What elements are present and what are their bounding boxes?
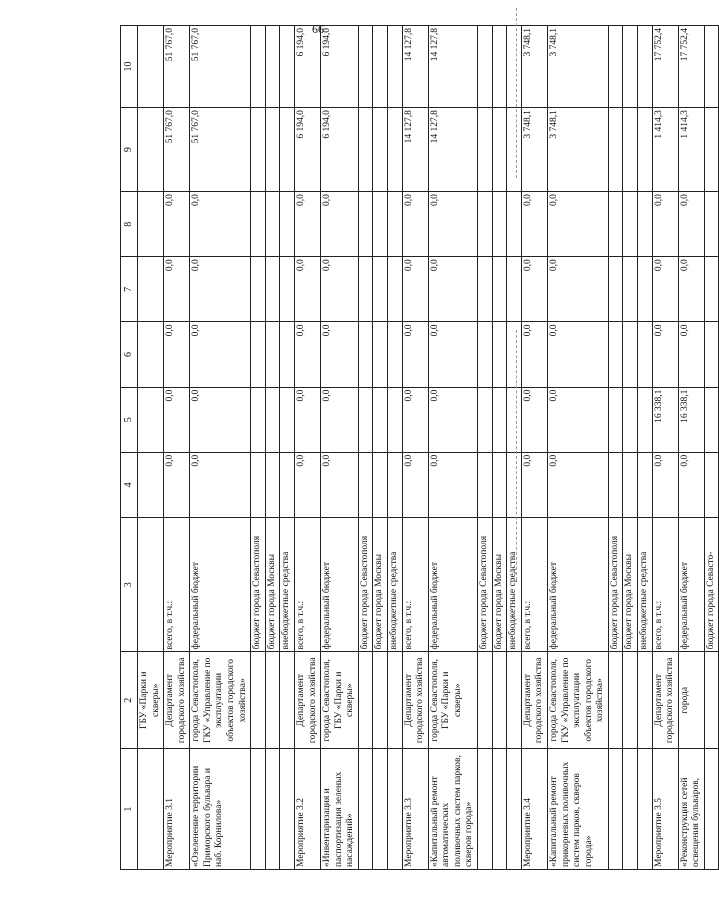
table-cell: 17 752,4 xyxy=(678,26,704,108)
table-cell xyxy=(280,749,295,870)
table-cell xyxy=(138,322,164,387)
table-cell: 0,0 xyxy=(428,387,477,452)
table-cell: Мероприятие 3.4 xyxy=(521,749,547,870)
table-cell xyxy=(623,749,638,870)
table-cell: ГБУ «Парки и скверы» xyxy=(138,652,164,749)
budget-table xyxy=(120,25,719,870)
table-cell: Департамент городского хозяйства xyxy=(652,652,678,749)
table-cell xyxy=(358,322,373,387)
table-cell: Мероприятие 3.3 xyxy=(402,749,428,870)
table-cell: бюджет города Москвы xyxy=(373,517,388,652)
table-cell: 16 338,1 xyxy=(678,387,704,452)
table-cell: 0,0 xyxy=(678,257,704,322)
table-row xyxy=(358,26,373,870)
table-cell xyxy=(478,452,493,517)
table-cell: бюджет города Севастополя xyxy=(358,517,373,652)
table-cell xyxy=(507,192,522,257)
table-cell: 0,0 xyxy=(190,387,251,452)
scan-edge-line xyxy=(516,8,517,178)
table-cell: 0,0 xyxy=(164,257,190,322)
table-row xyxy=(265,26,280,870)
table-cell: «Капитальный ремонт прикорневых поливочных систем парков, скверов города» xyxy=(547,749,608,870)
table-cell xyxy=(373,452,388,517)
table-cell: всего, в т.ч.: xyxy=(164,517,190,652)
table-cell: всего, в т.ч.: xyxy=(294,517,320,652)
table-cell xyxy=(704,652,719,749)
table-cell xyxy=(358,452,373,517)
table-cell: 0,0 xyxy=(428,257,477,322)
table-cell xyxy=(265,257,280,322)
table-cell xyxy=(373,192,388,257)
table-cell xyxy=(608,749,623,870)
table-cell: 0,0 xyxy=(321,322,359,387)
table-cell: «Инвентаризация и паспортизация зеленых насаждений» xyxy=(321,749,359,870)
table-row xyxy=(190,26,251,870)
table-cell: 16 338,1 xyxy=(652,387,678,452)
table-cell xyxy=(637,452,652,517)
table-cell xyxy=(507,652,522,749)
table-cell xyxy=(138,387,164,452)
table-cell: 0,0 xyxy=(547,192,608,257)
table-cell: федеральный бюджет xyxy=(678,517,704,652)
table-cell xyxy=(265,652,280,749)
table-cell: 0,0 xyxy=(321,257,359,322)
table-cell xyxy=(280,652,295,749)
table-cell: 0,0 xyxy=(521,452,547,517)
table-cell xyxy=(387,108,402,192)
table-cell: города xyxy=(678,652,704,749)
column-number-cell: 1 xyxy=(121,749,138,870)
table-cell: федеральный бюджет xyxy=(190,517,251,652)
table-cell: 0,0 xyxy=(521,192,547,257)
table-cell: 0,0 xyxy=(428,192,477,257)
table-cell xyxy=(251,749,266,870)
table-cell xyxy=(387,749,402,870)
table-cell xyxy=(265,192,280,257)
table-row xyxy=(547,26,608,870)
table-cell: 0,0 xyxy=(521,257,547,322)
table-cell: 0,0 xyxy=(294,387,320,452)
table-cell xyxy=(265,387,280,452)
column-number-cell: 6 xyxy=(121,322,138,387)
table-cell xyxy=(251,322,266,387)
table-cell xyxy=(478,387,493,452)
table-cell xyxy=(507,26,522,108)
table-cell xyxy=(704,26,719,108)
table-cell: внебюджетные средства xyxy=(637,517,652,652)
table-row xyxy=(251,26,266,870)
table-cell xyxy=(387,192,402,257)
table-cell: 6 194,0 xyxy=(321,26,359,108)
table-cell: 0,0 xyxy=(294,192,320,257)
table-cell xyxy=(265,108,280,192)
table-cell xyxy=(492,452,507,517)
table-row xyxy=(492,26,507,870)
table-row xyxy=(164,26,190,870)
table-cell xyxy=(373,322,388,387)
table-cell: внебюджетные средства xyxy=(387,517,402,652)
table-cell: 0,0 xyxy=(428,452,477,517)
table-cell xyxy=(280,387,295,452)
table-cell xyxy=(492,322,507,387)
table-cell: «Озеленение территории Приморского бульвара и наб. Корнилова» xyxy=(190,749,251,870)
table-cell xyxy=(265,749,280,870)
table-cell: 0,0 xyxy=(521,387,547,452)
table-cell: 0,0 xyxy=(678,452,704,517)
table-cell xyxy=(704,322,719,387)
table-cell: 0,0 xyxy=(652,322,678,387)
table-cell xyxy=(704,749,719,870)
table-cell xyxy=(507,749,522,870)
table-cell: бюджет города Москвы xyxy=(623,517,638,652)
table-cell: 0,0 xyxy=(294,257,320,322)
table-cell xyxy=(637,192,652,257)
table-cell xyxy=(373,26,388,108)
table-cell xyxy=(704,257,719,322)
table-cell: 0,0 xyxy=(652,192,678,257)
table-cell: 0,0 xyxy=(164,452,190,517)
table-cell xyxy=(507,387,522,452)
table-row xyxy=(678,26,704,870)
table-cell: 0,0 xyxy=(402,452,428,517)
table-cell xyxy=(637,322,652,387)
table-cell: федеральный бюджет xyxy=(547,517,608,652)
table-cell xyxy=(478,749,493,870)
table-cell xyxy=(358,387,373,452)
table-cell xyxy=(492,749,507,870)
table-cell xyxy=(608,192,623,257)
table-cell xyxy=(373,652,388,749)
table-cell: 0,0 xyxy=(190,257,251,322)
table-cell xyxy=(373,108,388,192)
table-cell: 17 752,4 xyxy=(652,26,678,108)
table-cell xyxy=(280,192,295,257)
table-cell xyxy=(637,652,652,749)
table-cell: бюджет города Севастополя xyxy=(608,517,623,652)
table-cell: 0,0 xyxy=(547,387,608,452)
table-cell xyxy=(492,257,507,322)
table-row xyxy=(138,26,164,870)
table-cell xyxy=(280,108,295,192)
table-cell: 3 748,1 xyxy=(547,108,608,192)
table-cell xyxy=(608,387,623,452)
table-cell xyxy=(251,192,266,257)
table-cell: 0,0 xyxy=(547,322,608,387)
table-cell: 14 127,8 xyxy=(402,108,428,192)
table-cell: Департамент городского хозяйства xyxy=(164,652,190,749)
table-cell xyxy=(251,26,266,108)
table-cell xyxy=(387,322,402,387)
table-cell: бюджет города Севастополя xyxy=(251,517,266,652)
table-cell xyxy=(608,108,623,192)
table-cell xyxy=(280,26,295,108)
page-number: 66 xyxy=(312,22,324,36)
table-cell xyxy=(623,257,638,322)
table-row xyxy=(652,26,678,870)
table-row xyxy=(321,26,359,870)
table-cell xyxy=(608,322,623,387)
table-cell xyxy=(358,652,373,749)
table-cell: бюджет города Москвы xyxy=(492,517,507,652)
table-cell xyxy=(373,257,388,322)
table-cell xyxy=(608,452,623,517)
table-cell xyxy=(623,192,638,257)
table-cell: федеральный бюджет xyxy=(321,517,359,652)
table-cell xyxy=(608,652,623,749)
table-cell xyxy=(358,26,373,108)
table-cell xyxy=(492,387,507,452)
table-cell: 51 767,0 xyxy=(190,26,251,108)
table-cell xyxy=(138,108,164,192)
table-cell xyxy=(478,192,493,257)
table-cell xyxy=(704,108,719,192)
table-cell xyxy=(492,26,507,108)
table-cell xyxy=(138,257,164,322)
table-cell: бюджет города Москвы xyxy=(265,517,280,652)
table-cell xyxy=(478,26,493,108)
table-cell: города Севастополя, ГБУ «Парки и скверы» xyxy=(428,652,477,749)
table-cell: 0,0 xyxy=(652,257,678,322)
table-cell: 1 414,3 xyxy=(652,108,678,192)
table-cell xyxy=(373,387,388,452)
table-cell xyxy=(608,257,623,322)
table-cell: всего, в т.ч.: xyxy=(521,517,547,652)
table-cell: 0,0 xyxy=(678,322,704,387)
table-cell xyxy=(478,108,493,192)
table-cell xyxy=(478,322,493,387)
table-cell xyxy=(358,749,373,870)
table-row xyxy=(704,26,719,870)
column-number-cell: 4 xyxy=(121,452,138,517)
table-cell xyxy=(265,26,280,108)
table-cell: Департамент городского хозяйства xyxy=(402,652,428,749)
table-cell: 0,0 xyxy=(294,322,320,387)
table-cell: 0,0 xyxy=(428,322,477,387)
table-cell xyxy=(251,452,266,517)
table-cell xyxy=(623,652,638,749)
table-row xyxy=(608,26,623,870)
table-cell xyxy=(704,192,719,257)
table-cell xyxy=(138,192,164,257)
table-row xyxy=(478,26,493,870)
table-cell xyxy=(637,387,652,452)
table-cell xyxy=(492,192,507,257)
table-cell: всего, в т.ч.: xyxy=(402,517,428,652)
table-cell xyxy=(251,387,266,452)
table-cell: 3 748,1 xyxy=(547,26,608,108)
table-row xyxy=(623,26,638,870)
table-cell xyxy=(608,26,623,108)
column-number-cell: 9 xyxy=(121,108,138,192)
column-number-cell: 3 xyxy=(121,517,138,652)
column-number-cell: 8 xyxy=(121,192,138,257)
table-row xyxy=(402,26,428,870)
table-cell: 0,0 xyxy=(190,322,251,387)
table-cell xyxy=(623,387,638,452)
table-cell: Мероприятие 3.5 xyxy=(652,749,678,870)
table-cell xyxy=(251,108,266,192)
table-cell: 0,0 xyxy=(402,192,428,257)
table-cell: 3 748,1 xyxy=(521,108,547,192)
table-cell: 0,0 xyxy=(190,192,251,257)
table-cell: 0,0 xyxy=(321,452,359,517)
table-cell: 0,0 xyxy=(402,257,428,322)
table-cell: 6 194,0 xyxy=(294,108,320,192)
table-cell: 0,0 xyxy=(402,387,428,452)
table-cell xyxy=(251,257,266,322)
table-row xyxy=(507,26,522,870)
table-cell xyxy=(373,749,388,870)
table-cell: города Севастополя, ГКУ «Управление по эксплуатации объектов городского хозяйства» xyxy=(547,652,608,749)
table-cell xyxy=(265,452,280,517)
table-cell: 1 414,3 xyxy=(678,108,704,192)
table-cell xyxy=(358,192,373,257)
table-cell: 0,0 xyxy=(321,192,359,257)
table-cell xyxy=(387,452,402,517)
rotated-table-container xyxy=(120,25,716,870)
table-cell: 0,0 xyxy=(294,452,320,517)
table-cell xyxy=(358,257,373,322)
table-cell xyxy=(704,452,719,517)
table-cell xyxy=(637,26,652,108)
table-cell xyxy=(251,652,266,749)
table-cell xyxy=(507,108,522,192)
table-cell: «Реконструкция сетей освещения бульваров, xyxy=(678,749,704,870)
table-cell: всего, в т.ч.: xyxy=(652,517,678,652)
table-cell xyxy=(507,322,522,387)
column-number-cell: 10 xyxy=(121,26,138,108)
table-cell: 0,0 xyxy=(652,452,678,517)
table-cell xyxy=(507,452,522,517)
table-cell xyxy=(138,517,164,652)
table-cell: 6 194,0 xyxy=(321,108,359,192)
table-cell xyxy=(265,322,280,387)
table-cell: 14 127,8 xyxy=(428,26,477,108)
table-row xyxy=(521,26,547,870)
table-cell xyxy=(387,652,402,749)
table-cell: города Севастополя, ГКУ «Управление по эксплуатации объектов городского хозяйства» xyxy=(190,652,251,749)
table-cell xyxy=(478,257,493,322)
table-cell: федеральный бюджет xyxy=(428,517,477,652)
table-cell xyxy=(138,452,164,517)
table-cell xyxy=(637,108,652,192)
column-number-cell: 5 xyxy=(121,387,138,452)
table-cell xyxy=(637,257,652,322)
table-row xyxy=(294,26,320,870)
table-cell xyxy=(704,387,719,452)
table-cell xyxy=(637,749,652,870)
column-number-row xyxy=(121,26,138,870)
table-cell: 0,0 xyxy=(521,322,547,387)
column-number-cell: 7 xyxy=(121,257,138,322)
table-row xyxy=(387,26,402,870)
table-cell: «Капитальный ремонт автоматических поливочных систем парков, скверов города» xyxy=(428,749,477,870)
table-cell xyxy=(358,108,373,192)
table-cell: 0,0 xyxy=(164,192,190,257)
table-cell: внебюджетные средства xyxy=(280,517,295,652)
table-cell: бюджет города Севасто- xyxy=(704,517,719,652)
table-cell xyxy=(280,322,295,387)
table-cell xyxy=(478,652,493,749)
table-row xyxy=(428,26,477,870)
table-cell xyxy=(623,322,638,387)
table-row xyxy=(637,26,652,870)
table-cell: 0,0 xyxy=(164,387,190,452)
table-cell: 0,0 xyxy=(164,322,190,387)
table-cell xyxy=(387,387,402,452)
table-cell: Департамент городского хозяйства xyxy=(521,652,547,749)
table-cell: 51 767,0 xyxy=(164,26,190,108)
table-cell: Департамент городского хозяйства xyxy=(294,652,320,749)
table-cell xyxy=(387,26,402,108)
table-cell: Мероприятие 3.1 xyxy=(164,749,190,870)
column-number-cell: 2 xyxy=(121,652,138,749)
scan-edge-line xyxy=(516,330,517,580)
table-cell xyxy=(623,452,638,517)
table-cell: города Севастополя, ГБУ «Парки и скверы» xyxy=(321,652,359,749)
table-cell: 14 127,8 xyxy=(428,108,477,192)
table-row xyxy=(280,26,295,870)
table-cell xyxy=(623,26,638,108)
table-cell: 0,0 xyxy=(678,192,704,257)
table-cell xyxy=(280,452,295,517)
table-cell xyxy=(387,257,402,322)
table-cell: 3 748,1 xyxy=(521,26,547,108)
table-cell xyxy=(492,108,507,192)
table-cell: внебюджетные средства xyxy=(507,517,522,652)
table-cell: 51 767,0 xyxy=(164,108,190,192)
table-cell: 6 194,0 xyxy=(294,26,320,108)
table-cell: 0,0 xyxy=(321,387,359,452)
table-cell xyxy=(507,257,522,322)
table-cell xyxy=(280,257,295,322)
table-cell: 51 767,0 xyxy=(190,108,251,192)
table-cell: 14 127,8 xyxy=(402,26,428,108)
table-cell: бюджет города Севастополя xyxy=(478,517,493,652)
table-cell: 0,0 xyxy=(547,452,608,517)
table-cell xyxy=(492,652,507,749)
table-cell: 0,0 xyxy=(402,322,428,387)
table-cell: 0,0 xyxy=(547,257,608,322)
table-cell xyxy=(138,26,164,108)
table-cell: 0,0 xyxy=(190,452,251,517)
table-cell xyxy=(138,749,164,870)
table-row xyxy=(373,26,388,870)
table-cell: Мероприятие 3.2 xyxy=(294,749,320,870)
table-cell xyxy=(623,108,638,192)
